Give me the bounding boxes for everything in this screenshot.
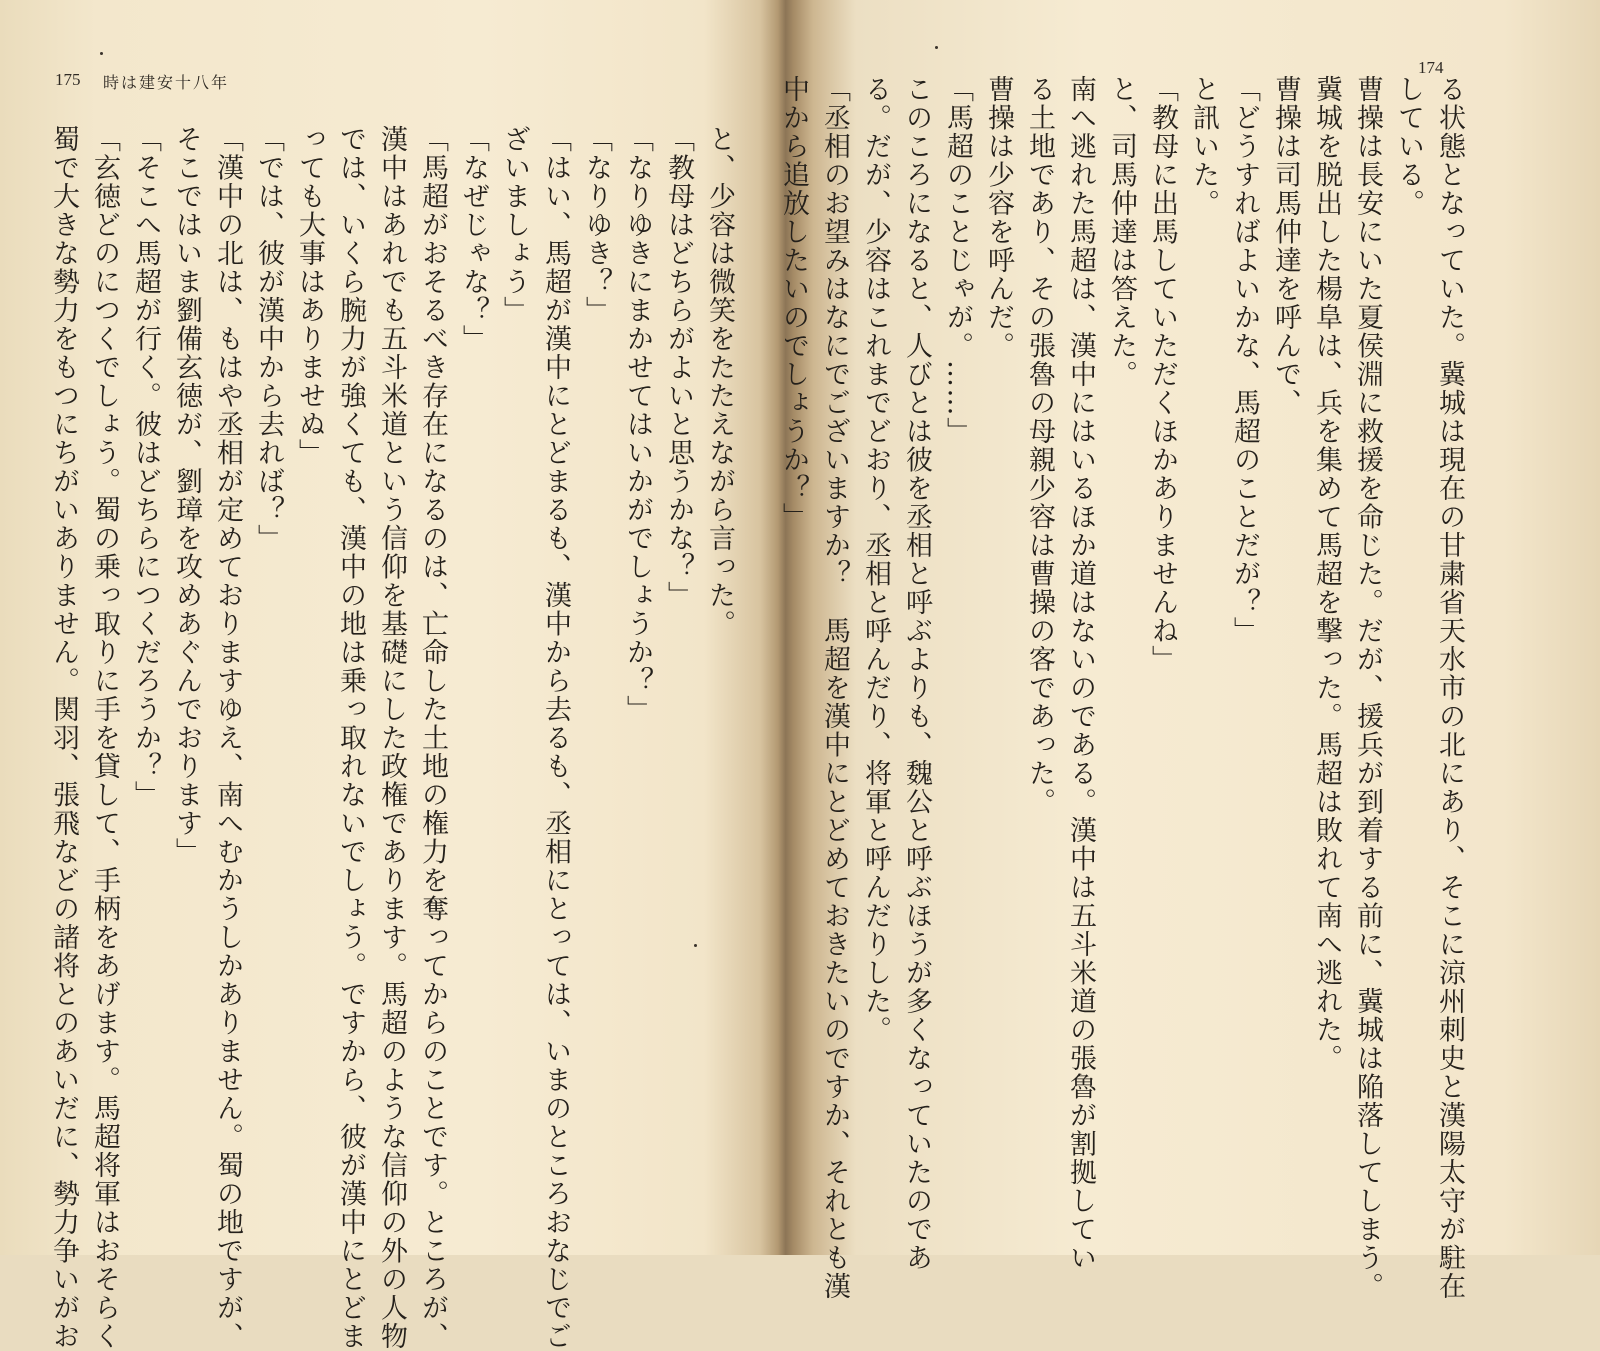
scan-speckle — [935, 46, 938, 49]
text-line: 「漢中の北は、もはや丞相が定めておりますゆえ、南へむかうしかありません。蜀の地ですが、 — [212, 125, 243, 1351]
text-line: 「なりゆきにまかせてはいかがでしょうか？」 — [622, 125, 653, 724]
text-line: 南へ逃れた馬超は、漢中にはいるほか道はないのである。漢中は五斗米道の張魯が割拠してい — [1065, 75, 1096, 1272]
scan-speckle — [100, 52, 103, 55]
left-page — [0, 0, 770, 1351]
text-line: る状態となっていた。冀城は現在の甘粛省天水市の北にあり、そこに涼州刺史と漢陽太守が駐在 — [1434, 75, 1465, 1301]
text-line: る土地であり、その張魯の母親少容は曹操の客であった。 — [1024, 75, 1055, 816]
text-line: ざいましょう」 — [499, 125, 530, 325]
text-line: 蜀で大きな勢力をもつにちがいありません。関羽、張飛などの諸将とのあいだに、勢力争いがお — [48, 125, 79, 1351]
text-line: 「どうすればよいかな、馬超のことだが？」 — [1229, 75, 1260, 645]
text-line: 曹操は司馬仲達を呼んで、 — [1270, 75, 1301, 417]
text-line: 「教母に出馬していただくほかありませんね」 — [1147, 75, 1178, 674]
left-page-body — [30, 125, 740, 1351]
text-line: と、少容は微笑をたたえながら言った。 — [704, 125, 735, 638]
text-line: 中から追放したいのでしょうか？」 — [778, 75, 809, 531]
scan-speckle — [694, 944, 697, 947]
text-line: このころになると、人びとは彼を丞相と呼ぶよりも、魏公と呼ぶほうが多くなっていたのであ — [901, 75, 932, 1272]
text-line: では、いくら腕力が強くても、漢中の地は乗っ取れないでしょう。ですから、彼が漢中にとどま — [335, 125, 366, 1351]
running-title: 時は建安十八年 — [103, 73, 230, 92]
text-line: 「馬超がおそるべき存在になるのは、亡命した土地の権力を奪ってからのことです。ところが、 — [417, 125, 448, 1351]
left-page-number: 175 — [55, 70, 81, 89]
text-line: している。 — [1393, 75, 1424, 218]
text-line: そこではいま劉備玄徳が、劉璋を攻めあぐんでおります」 — [171, 125, 202, 866]
text-line: る。だが、少容はこれまでどおり、丞相と呼んだり、将軍と呼んだりした。 — [860, 75, 891, 1044]
text-line: 「玄徳どのにつくでしょう。蜀の乗っ取りに手を貸して、手柄をあげます。馬超将軍はおそらく — [89, 125, 120, 1351]
text-line: 「なりゆき？」 — [581, 125, 612, 325]
text-line: 曹操は少容を呼んだ。 — [983, 75, 1014, 360]
right-page-body — [778, 75, 1470, 1301]
right-page-number: 174 — [1418, 58, 1444, 77]
text-line: っても大事はありませぬ」 — [294, 125, 325, 467]
text-line: 曹操は長安にいた夏侯淵に救援を命じた。だが、援兵が到着する前に、冀城は陥落してしまう。 — [1352, 75, 1383, 1301]
text-line: と訊いた。 — [1188, 75, 1219, 218]
text-line: 漢中はあれでも五斗米道という信仰を基礎にした政権であります。馬超のような信仰の外の人物 — [376, 125, 407, 1351]
text-line: 「そこへ馬超が行く。彼はどちらにつくだろうか？」 — [130, 125, 161, 809]
text-line: 「では、彼が漢中から去れば？」 — [253, 125, 284, 553]
text-line: 「はい、馬超が漢中にとどまるも、漢中から去るも、丞相にとっては、いまのところおなじでご — [540, 125, 571, 1351]
right-page — [775, 0, 1600, 1301]
text-line: 「丞相のお望みはなにでございますか？ 馬超を漢中にとどめておきたいのですか、それとも漢 — [819, 75, 850, 1301]
text-line: 「なぜじゃな？」 — [458, 125, 489, 353]
text-line: と、司馬仲達は答えた。 — [1106, 75, 1137, 389]
text-line: 冀城を脱出した楊阜は、兵を集めて馬超を撃った。馬超は敗れて南へ逃れた。 — [1311, 75, 1342, 1073]
text-line: 「教母はどちらがよいと思うかな？」 — [663, 125, 694, 610]
text-line: 「馬超のことじゃが。……」 — [942, 75, 973, 446]
